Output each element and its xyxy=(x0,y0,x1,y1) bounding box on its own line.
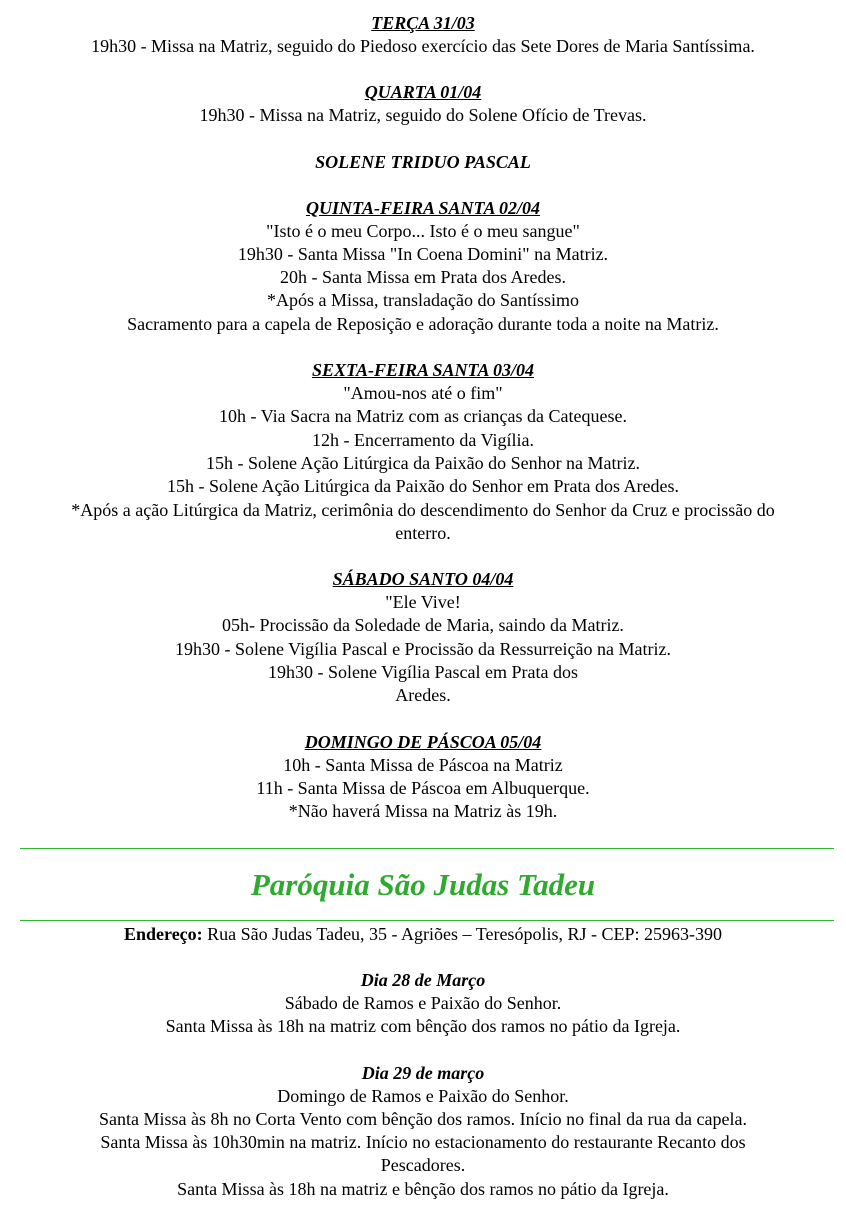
schedule-section xyxy=(0,969,846,1039)
schedule-line: 19h30 - Missa na Matriz, seguido do Piedoso exercício das Sete Dores de Maria Santíssima. xyxy=(91,36,755,56)
schedule-section xyxy=(0,151,846,174)
schedule-line: "Ele Vive! xyxy=(385,592,461,613)
schedule-line: Santa Missa às 10h30min na matriz. Início no estacionamento do restaurante Recanto dos xyxy=(100,1132,746,1153)
section-heading: TERÇA 31/03 xyxy=(371,13,475,33)
schedule-line: "Amou-nos até o fim" xyxy=(343,383,503,404)
schedule-line: Aredes. xyxy=(395,685,451,706)
section-heading: SEXTA-FEIRA SANTA 03/04 xyxy=(311,360,535,381)
schedule-block-1 xyxy=(0,12,846,824)
section-heading: Dia 28 de Março xyxy=(360,970,486,990)
schedule-line: 15h - Solene Ação Litúrgica da Paixão do Senhor na Matriz. xyxy=(205,452,641,473)
section-gap xyxy=(0,174,846,197)
schedule-section xyxy=(0,568,846,707)
section-gap xyxy=(0,58,846,81)
schedule-line: 19h30 - Santa Missa "In Coena Domini" na Matriz. xyxy=(237,243,609,264)
schedule-line: Santa Missa às 18h na matriz com bênção dos ramos no pátio da Igreja. xyxy=(165,1016,681,1037)
section-heading: QUARTA 01/04 xyxy=(364,82,482,103)
divider-bottom xyxy=(20,920,834,921)
schedule-line: 19h30 - Missa na Matriz, seguido do Solene Ofício de Trevas. xyxy=(199,105,647,126)
schedule-section xyxy=(0,12,846,58)
schedule-section xyxy=(0,197,846,336)
parish-title: Paróquia São Judas Tadeu xyxy=(250,867,596,902)
parish-address xyxy=(0,923,846,946)
schedule-block-2 xyxy=(0,969,846,1201)
schedule-line: Sábado de Ramos e Paixão do Senhor. xyxy=(284,993,562,1013)
schedule-line: "Isto é o meu Corpo... Isto é o meu sangue" xyxy=(266,220,580,241)
address-value: Rua São Judas Tadeu, 35 - Agriões – Teresópolis, RJ - CEP: 25963-390 xyxy=(202,924,722,944)
schedule-line: 11h - Santa Missa de Páscoa em Albuquerque. xyxy=(256,777,590,798)
schedule-line: *Após a ação Litúrgica da Matriz, cerimônia do descendimento do Senhor da Cruz e procissão do xyxy=(71,499,775,520)
schedule-line: 19h30 - Solene Vigília Pascal em Prata dos xyxy=(267,662,579,683)
section-heading: SOLENE TRIDUO PASCAL xyxy=(315,151,531,172)
section-gap xyxy=(0,336,846,359)
schedule-line: enterro. xyxy=(395,522,451,543)
section-gap xyxy=(0,545,846,568)
section-gap xyxy=(0,1039,846,1062)
schedule-line: 15h - Solene Ação Litúrgica da Paixão do Senhor em Prata dos Aredes. xyxy=(166,476,680,497)
section-heading: QUINTA-FEIRA SANTA 02/04 xyxy=(305,197,541,218)
section-gap xyxy=(0,708,846,731)
schedule-section xyxy=(0,81,846,127)
schedule-line: 12h - Encerramento da Vigília. xyxy=(311,429,534,450)
schedule-line: Pescadores. xyxy=(380,1155,466,1176)
schedule-line: *Após a Missa, transladação do Santíssimo xyxy=(267,290,579,311)
schedule-line: *Não haverá Missa na Matriz às 19h. xyxy=(288,801,558,822)
schedule-line: 10h - Via Sacra na Matriz com as crianças da Catequese. xyxy=(219,406,627,427)
section-heading: SÁBADO SANTO 04/04 xyxy=(332,569,514,590)
schedule-line: 20h - Santa Missa em Prata dos Aredes. xyxy=(280,267,566,288)
schedule-line: Santa Missa às 18h na matriz e bênção dos ramos no pátio da Igreja. xyxy=(177,1178,669,1199)
schedule-line: Santa Missa às 8h no Corta Vento com bênção dos ramos. Início no final da rua da capela. xyxy=(99,1108,747,1129)
section-gap xyxy=(0,128,846,151)
schedule-line: 10h - Santa Missa de Páscoa na Matriz xyxy=(283,754,563,775)
schedule-line: Domingo de Ramos e Paixão do Senhor. xyxy=(277,1085,569,1106)
section-heading: Dia 29 de março xyxy=(361,1062,485,1083)
divider-top xyxy=(20,848,834,849)
schedule-line: 05h- Procissão da Soledade de Maria, saindo da Matriz. xyxy=(222,615,624,636)
schedule-line: 19h30 - Solene Vigília Pascal e Procissão da Ressurreição na Matriz. xyxy=(175,638,671,659)
schedule-section xyxy=(0,731,846,824)
schedule-section xyxy=(0,359,846,545)
address-label: Endereço: xyxy=(124,924,203,944)
section-heading: DOMINGO DE PÁSCOA 05/04 xyxy=(304,731,542,752)
schedule-section xyxy=(0,1062,846,1201)
schedule-line: Sacramento para a capela de Reposição e adoração durante toda a noite na Matriz. xyxy=(127,313,719,334)
